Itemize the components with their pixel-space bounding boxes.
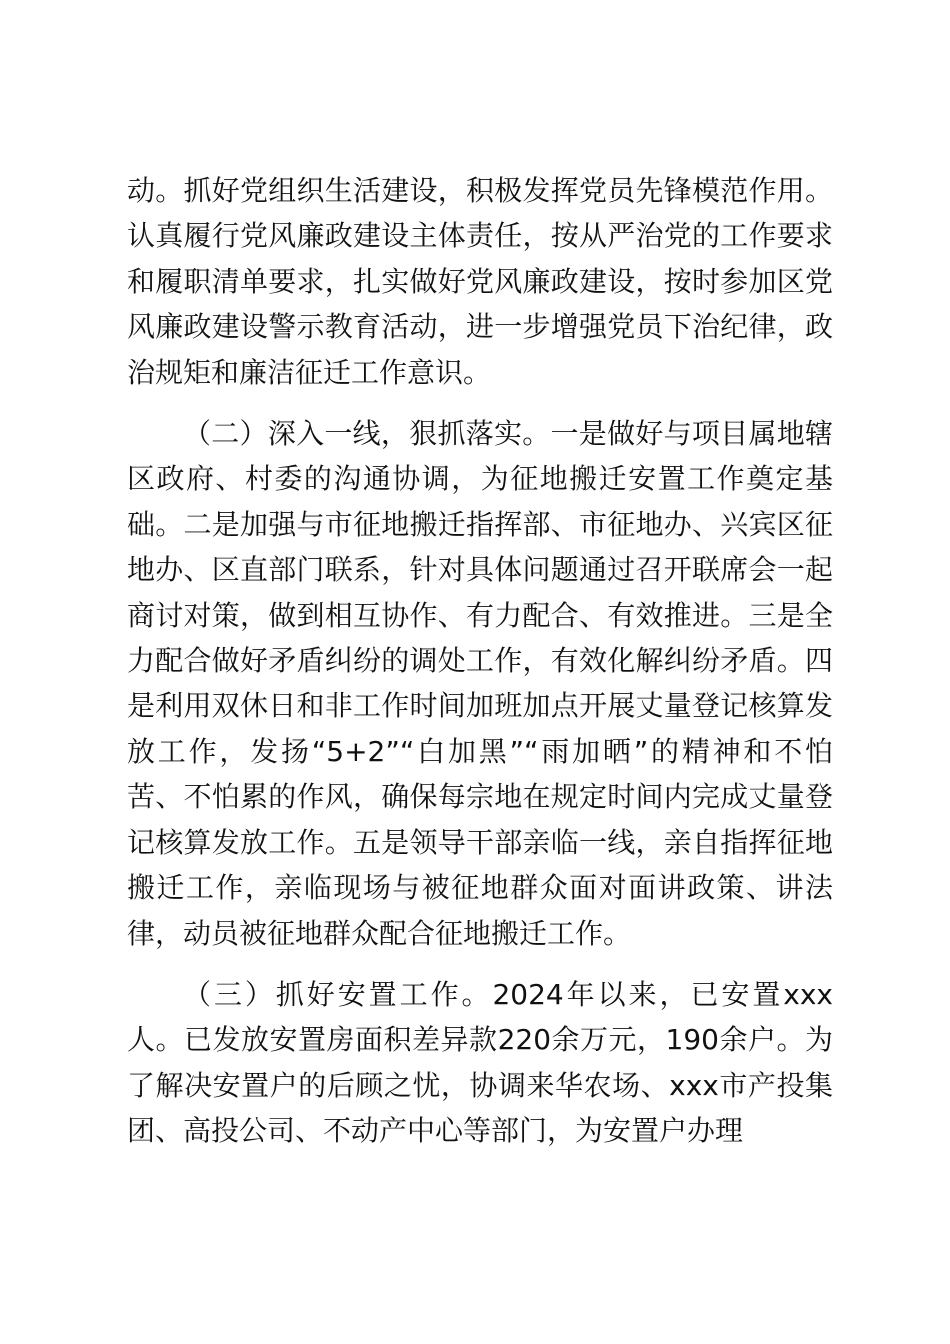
document-body xyxy=(127,168,833,1154)
paragraph-resettlement-work: （三）抓好安置工作。2024年以来，已安置xxx人。已发放安置房面积差异款220余万元，190余户。为了解决安置户的后顾之忧，协调来华农场、xxx市产投集团、高投公司、不动产中心等部门，为安置户办理 xyxy=(127,977,833,1148)
paragraph-frontline-work: （二）深入一线，狠抓落实。一是做好与项目属地辖区政府、村委的沟通协调，为征地搬迁安置工作奠定基础。二是加强与市征地搬迁指挥部、市征地办、兴宾区征地办、区直部门联系，针对具体问题通过召开联席会一起商讨对策，做到相互协作、有力配合、有效推进。三是全力配合做好矛盾纠纷的调处工作，有效化解纠纷矛盾。四是利用双休日和非工作时间加班加点开展丈量登记核算发放工作，发扬“5+2”“白加黑”“雨加晒”的精神和不怕苦、不怕累的作风，确保每宗地在规定时间内完成丈量登记核算发放工作。五是领导干部亲临一线，亲自指挥征地搬迁工作，亲临现场与被征地群众面对面讲政策、讲法律，动员被征地群众配合征地搬迁工作。 xyxy=(127,417,833,950)
paragraph-party-building: 动。抓好党组织生活建设，积极发挥党员先锋模范作用。认真履行党风廉政建设主体责任，按从严治党的工作要求和履职清单要求，扎实做好党风廉政建设，按时参加区党风廉政建设警示教育活动，进一步增强党员下治纪律，政治规矩和廉洁征迁工作意识。 xyxy=(127,174,833,389)
